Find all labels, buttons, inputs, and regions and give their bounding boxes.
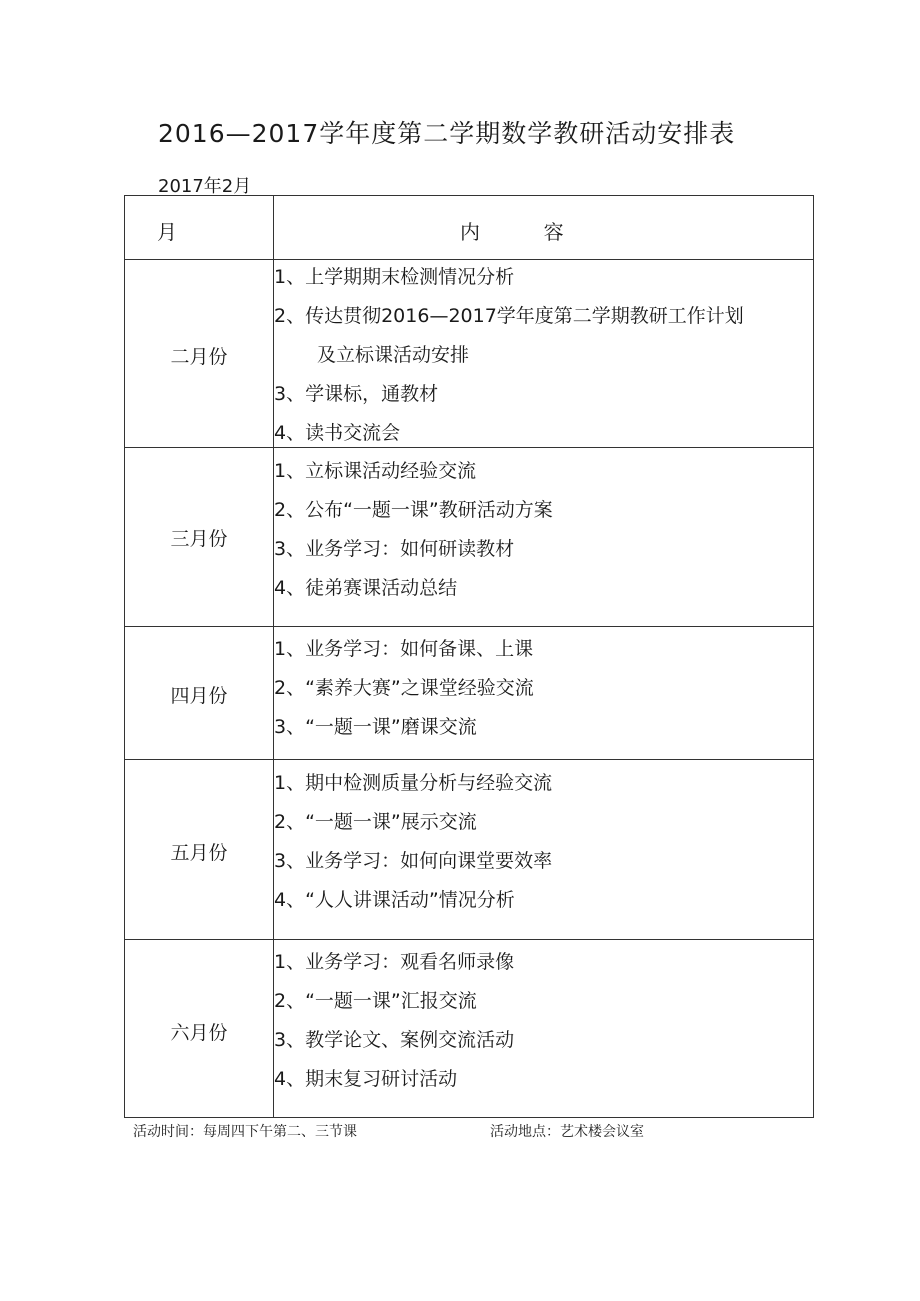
content-cell-march [274, 452, 809, 608]
document-date: 2017年2月 [158, 176, 252, 197]
content-cell-april [274, 630, 809, 747]
month-cell-february: 二月份 [170, 346, 228, 368]
row-divider [125, 626, 813, 627]
list-item: 2、传达贯彻2016—2017学年度第二学期教研工作计划 [274, 305, 744, 327]
schedule-table [124, 195, 814, 1118]
list-item: 1、业务学习：如何备课、上课 [274, 638, 534, 660]
list-item: 1、业务学习：观看名师录像 [274, 951, 515, 973]
list-item: 及立标课活动安排 [317, 344, 470, 366]
list-item: 3、学课标，通教材 [274, 383, 439, 405]
list-item: 4、“人人讲课活动”情况分析 [274, 889, 515, 911]
content-cell-may [274, 764, 809, 920]
month-cell-april: 四月份 [170, 685, 228, 707]
list-item: 2、公布“一题一课”教研活动方案 [274, 499, 553, 521]
month-cell-june: 六月份 [170, 1022, 228, 1044]
list-item: 3、教学论文、案例交流活动 [274, 1029, 515, 1051]
content-cell-june [274, 943, 809, 1099]
list-item: 4、期末复习研讨活动 [274, 1068, 458, 1090]
page-title: 2016—2017学年度第二学期数学教研活动安排表 [158, 119, 736, 148]
footer-activity-place: 活动地点：艺术楼会议室 [490, 1124, 644, 1140]
row-divider [125, 759, 813, 760]
list-item: 2、“一题一课”展示交流 [274, 811, 477, 833]
list-item: 1、上学期期末检测情况分析 [274, 266, 515, 288]
list-item: 3、“一题一课”磨课交流 [274, 716, 477, 738]
footer-activity-time: 活动时间：每周四下午第二、三节课 [133, 1124, 357, 1140]
month-cell-may: 五月份 [170, 842, 228, 864]
content-cell-february [274, 258, 809, 453]
list-item: 3、业务学习：如何研读教材 [274, 538, 515, 560]
header-content: 内 容 [460, 220, 564, 244]
list-item: 3、业务学习：如何向课堂要效率 [274, 850, 553, 872]
list-item: 2、“一题一课”汇报交流 [274, 990, 477, 1012]
list-item: 4、读书交流会 [274, 422, 401, 444]
row-divider [125, 939, 813, 940]
list-item: 1、期中检测质量分析与经验交流 [274, 772, 553, 794]
month-cell-march: 三月份 [170, 528, 228, 550]
list-item: 1、立标课活动经验交流 [274, 460, 477, 482]
list-item: 4、徒弟赛课活动总结 [274, 577, 458, 599]
header-month: 月 [157, 220, 177, 244]
row-divider [125, 447, 813, 448]
list-item: 2、“素养大赛”之课堂经验交流 [274, 677, 534, 699]
